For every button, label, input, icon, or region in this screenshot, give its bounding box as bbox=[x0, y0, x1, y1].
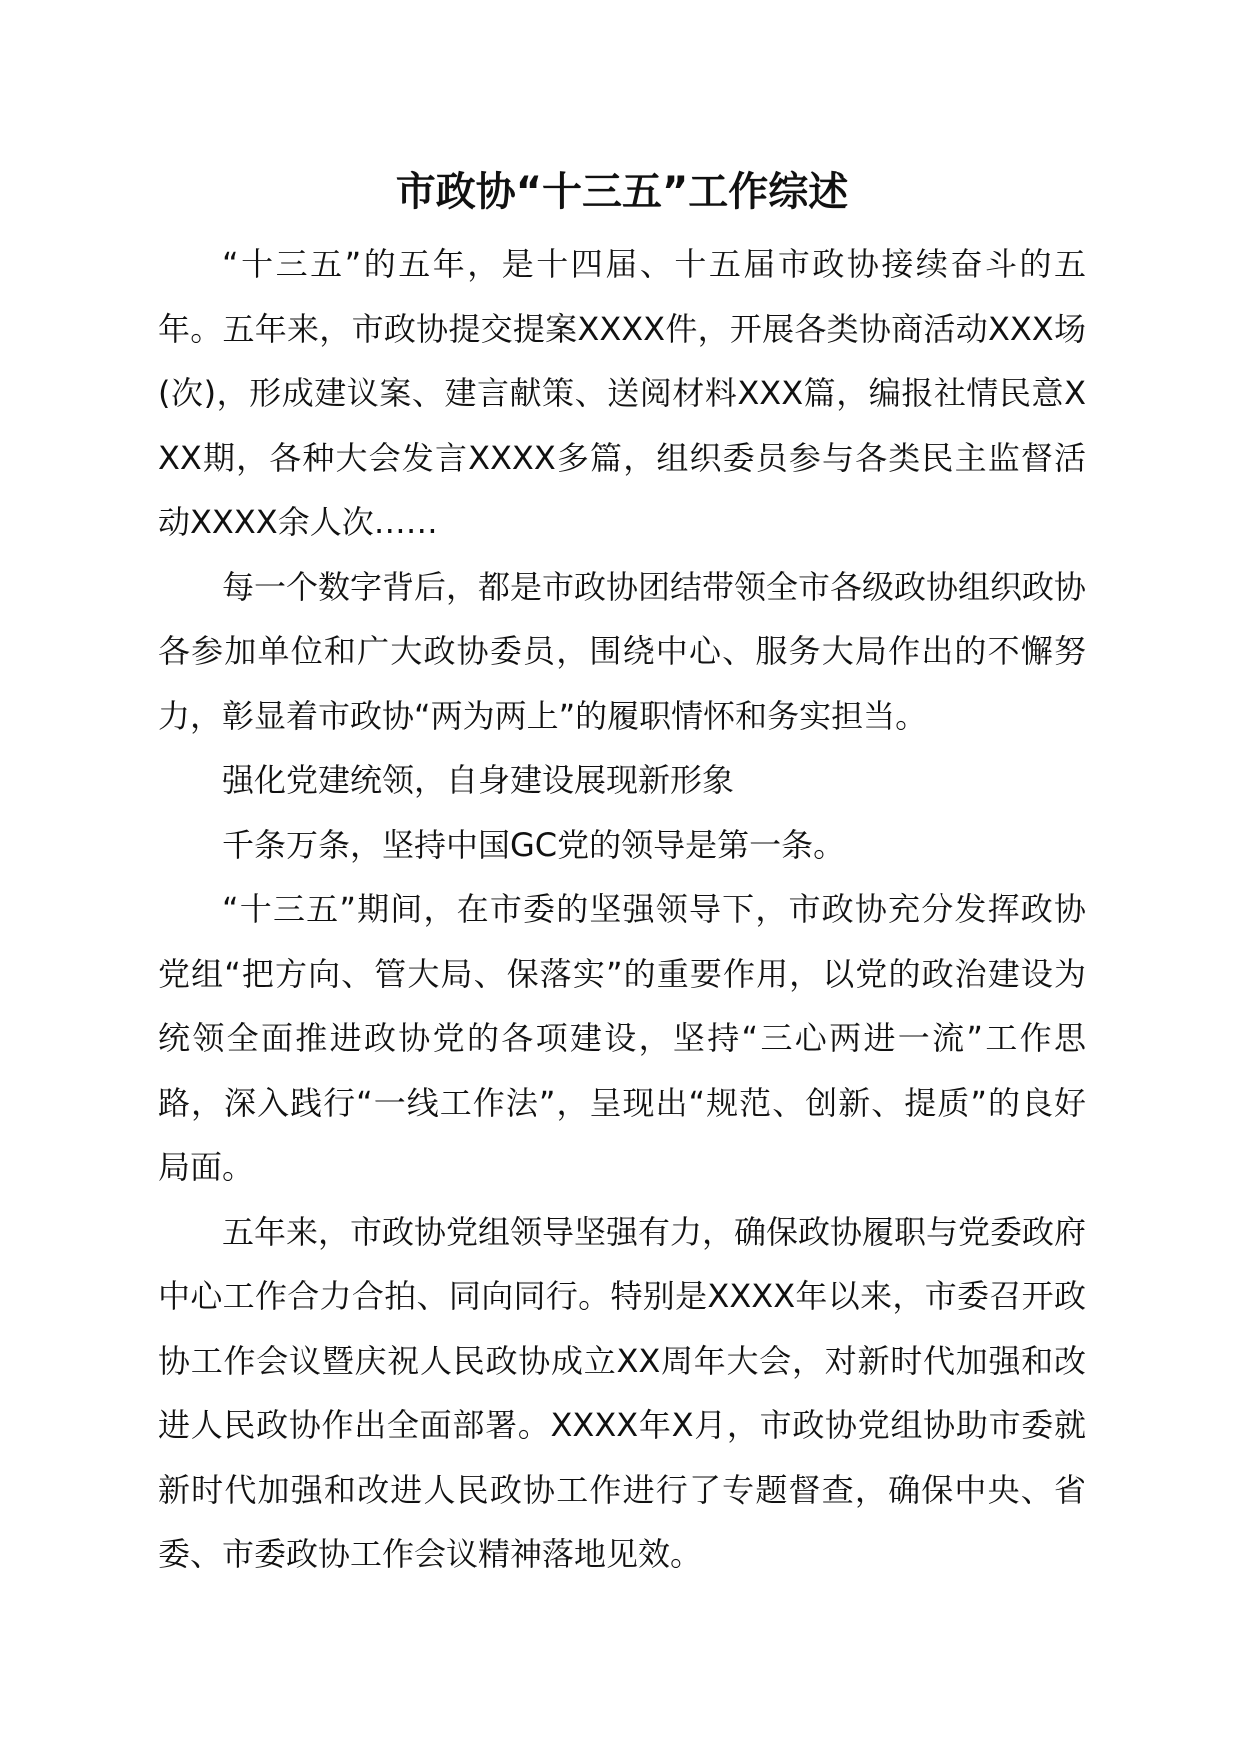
paragraph-party-leadership: 千条万条，坚持中国GC党的领导是第一条。 bbox=[222, 825, 846, 864]
document-body bbox=[158, 160, 1086, 1587]
paragraph-five-years: 五年来，市政协党组领导坚强有力，确保政协履职与党委政府中心工作合力合拍、同向同行。特别是XXXX年以来，市委召开政协工作会议暨庆祝人民政协成立XX周年大会，对新时代加强和改进人民政协作出全面部署。XXXX年X月，市政协党组协助市委就新时代加强和改进人民政协工作进行了专题督查，确保中央、省委、市委政协工作会议精神落地见效。 bbox=[158, 1212, 1087, 1573]
paragraph-intro: “十三五”的五年，是十四届、十五届市政协接续奋斗的五年。五年来，市政协提交提案XXXX件，开展各类协商活动XXX场(次)，形成建议案、建言献策、送阅材料XXX篇，编报社情民意XXX期，各种大会发言XXXX多篇，组织委员参与各类民主监督活动XXXX余人次…… bbox=[158, 245, 1086, 541]
document-title: 市政协“十三五”工作综述 bbox=[395, 169, 849, 215]
section-heading-party-building: 强化党建统领，自身建设展现新形象 bbox=[222, 761, 735, 799]
paragraph-thirteenth-five-year: “十三五”期间，在市委的坚强领导下，市政协充分发挥政协党组“把方向、管大局、保落实”的重要作用，以党的政治建设为统领全面推进政协党的各项建设，坚持“三心两进一流”工作思路，深入践行“一线工作法”，呈现出“规范、创新、提质”的良好局面。 bbox=[158, 890, 1086, 1186]
paragraph-numbers-meaning: 每一个数字背后，都是市政协团结带领全市各级政协组织政协各参加单位和广大政协委员，围绕中心、服务大局作出的不懈努力，彰显着市政协“两为两上”的履职情怀和务实担当。 bbox=[158, 567, 1087, 735]
